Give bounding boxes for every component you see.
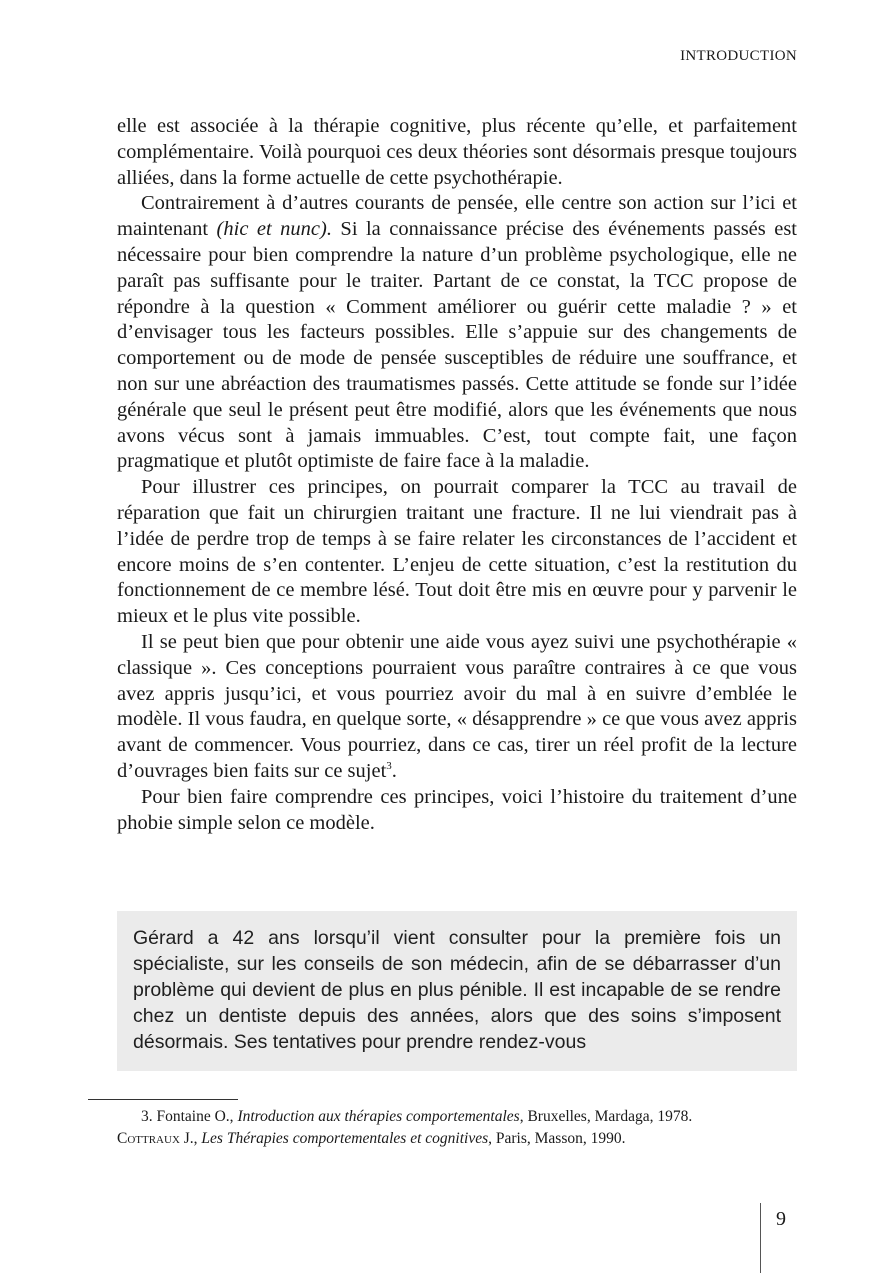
footnote-separator — [88, 1099, 238, 1100]
paragraph-5: Pour bien faire comprendre ces principes, voici l’histoire du traitement d’une phobie simple selon ce modèle. — [117, 785, 797, 834]
footnote-details-2: , Paris, Masson, 1990. — [488, 1130, 626, 1147]
paragraph-2-rest: Si la connaissance précise des événements passés est nécessaire pour bien comprendre la nature d’un problème psychologique, elle ne paraît pas suffisante pour le traiter. Partant de ce constat, la TCC propose de répondre à la question « Comment améliorer ou guérir cette maladie ? » et d’envisager tous les facteurs possibles. Elle s’appuie sur des changements de comportement ou de mode de pensée susceptibles de réduire une souffrance, et non sur une abréaction des traumatismes passés. Cette attitude se fonde sur l’idée générale que seul le présent peut être modifié, alors que les événements que nous avons vécus sont à jamais immuables. C’est, tout compte fait, une façon pragmatique et plutôt optimiste de faire face à la maladie. — [117, 218, 797, 473]
running-head: INTRODUCTION — [680, 48, 797, 64]
paragraph-4-text: Il se peut bien que pour obtenir une aide vous ayez suivi une psychothérapie « classique ». Ces conceptions pourraient vous paraître contraires à ce que vous avez appris jusqu’ici, et vous pourriez avoir du mal à en suivre d’emblée le modèle. Il vous faudra, en quelque sorte, « désapprendre » ce que vous avez appris avant de commencer. Vous pourriez, dans ce cas, tirer un réel profit de la lecture d’ouvrages bien faits sur ce sujet — [117, 630, 797, 782]
footnote-title-1: Introduction aux thérapies comportementales — [237, 1108, 520, 1125]
paragraph-4 — [117, 630, 797, 785]
page-number: 9 — [776, 1208, 786, 1230]
paragraph-3: Pour illustrer ces principes, on pourrait comparer la TCC au travail de réparation que fait un chirurgien traitant une fracture. Il ne lui viendrait pas à l’idée de perdre trop de temps à se faire relater les circonstances de l’accident et encore moins de s’en contenter. L’enjeu de cette situation, c’est la restitution du fonctionnement de ce membre lésé. Tout doit être mis en œuvre pour y parvenir le mieux et le plus vite possible. — [117, 476, 797, 628]
footnote-title-2: Les Thérapies comportementales et cognitives — [201, 1130, 489, 1147]
case-study-text: Gérard a 42 ans lorsqu’il vient consulter pour la première fois un spécialiste, sur les conseils de son médecin, afin de se débarrasser d’un problème qui devient de plus en plus pénible. Il est incapable de se rendre chez un dentiste depuis des années, alors que des soins s’imposent désormais. Ses tentatives pour prendre rendez-vous — [133, 927, 781, 1053]
footnote-line-2 — [117, 1128, 797, 1150]
footnote-line-1 — [117, 1106, 797, 1128]
footnote-reference: 3 — [386, 760, 392, 773]
paragraph-2 — [117, 191, 797, 475]
paragraph-1: elle est associée à la thérapie cognitive, plus récente qu’elle, et parfaitement complémentaire. Voilà pourquoi ces deux théories sont désormais presque toujours alliées, dans la forme actuelle de cette psychothérapie. — [117, 115, 797, 189]
latin-phrase: (hic et nunc). — [216, 218, 332, 241]
footnote-number: 3. — [141, 1108, 153, 1125]
main-text — [117, 114, 797, 836]
footnote-author-1: Fontaine O., — [156, 1108, 234, 1125]
footnote — [117, 1106, 797, 1150]
paragraph-4-end: . — [391, 759, 397, 782]
footnote-details-1: , Bruxelles, Mardaga, 1978. — [519, 1108, 693, 1125]
footnote-author-2: Cottraux J., — [117, 1130, 198, 1147]
paragraph-2-start: Contrairement à d’autres courants de pensée, elle centre son action sur l’ici et maintenant — [117, 192, 797, 241]
case-study-box — [117, 911, 797, 1071]
page-number-rule — [760, 1203, 761, 1273]
